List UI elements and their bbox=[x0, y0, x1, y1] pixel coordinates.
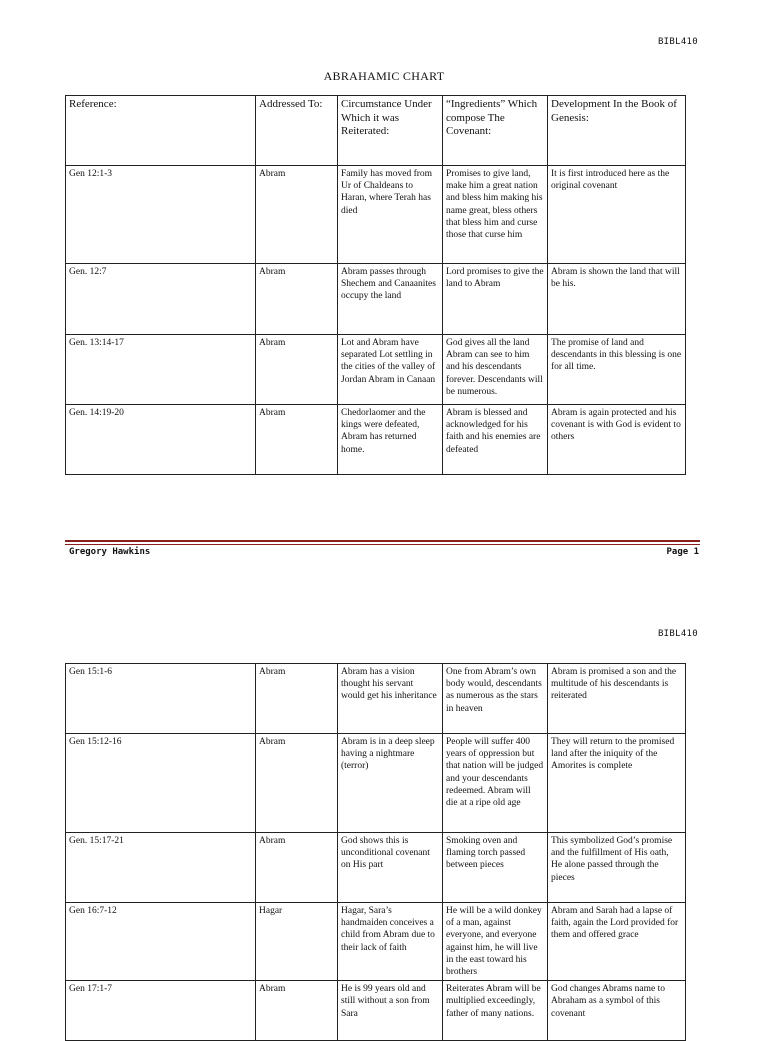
cell-development: Abram and Sarah had a lapse of faith, again the Lord provided for them and offered grace bbox=[548, 903, 686, 981]
table-row bbox=[66, 833, 686, 903]
cell-ingredients: Promises to give land, make him a great nation and bless him making his name great, bless others that bless him and curse those that curse him bbox=[443, 166, 548, 264]
cell-addressed-to: Abram bbox=[256, 734, 338, 833]
column-header-reference: Reference: bbox=[66, 96, 256, 166]
cell-circumstance: Abram has a vision thought his servant would get his inheritance bbox=[338, 664, 443, 734]
table-row bbox=[66, 166, 686, 264]
cell-ingredients: He will be a wild donkey of a man, against everyone, and everyone against him, he will live in the east toward his brothers bbox=[443, 903, 548, 981]
table-row bbox=[66, 664, 686, 734]
course-code: BIBL410 bbox=[657, 37, 698, 47]
table-row bbox=[66, 405, 686, 475]
cell-circumstance: Abram passes through Shechem and Canaanites occupy the land bbox=[338, 264, 443, 335]
cell-circumstance: Abram is in a deep sleep having a nightmare (terror) bbox=[338, 734, 443, 833]
cell-reference: Gen. 12:7 bbox=[66, 264, 256, 335]
footer-author: Gregory Hawkins bbox=[69, 547, 151, 557]
column-header-ingredients: “Ingredients” Which compose The Covenant: bbox=[443, 96, 548, 166]
cell-addressed-to: Abram bbox=[256, 981, 338, 1041]
abrahamic-chart-table-continued bbox=[65, 663, 686, 1041]
cell-addressed-to: Abram bbox=[256, 833, 338, 903]
cell-development: Abram is again protected and his covenant is with God is evident to others bbox=[548, 405, 686, 475]
table-row bbox=[66, 734, 686, 833]
cell-ingredients: Reiterates Abram will be multiplied exceedingly, father of many nations. bbox=[443, 981, 548, 1041]
cell-development: It is first introduced here as the original covenant bbox=[548, 166, 686, 264]
cell-addressed-to: Abram bbox=[256, 664, 338, 734]
column-header-addressed-to: Addressed To: bbox=[256, 96, 338, 166]
cell-development: Abram is shown the land that will be his. bbox=[548, 264, 686, 335]
cell-ingredients: Smoking oven and flaming torch passed between pieces bbox=[443, 833, 548, 903]
cell-reference: Gen 16:7-12 bbox=[66, 903, 256, 981]
cell-reference: Gen. 13:14-17 bbox=[66, 335, 256, 405]
cell-addressed-to: Abram bbox=[256, 335, 338, 405]
cell-ingredients: Lord promises to give the land to Abram bbox=[443, 264, 548, 335]
footer-page-number: Page 1 bbox=[666, 547, 699, 557]
column-header-circumstance: Circumstance Under Which it was Reiterated: bbox=[338, 96, 443, 166]
cell-development: They will return to the promised land after the iniquity of the Amorites is complete bbox=[548, 734, 686, 833]
table-row bbox=[66, 981, 686, 1041]
cell-circumstance: He is 99 years old and still without a son from Sara bbox=[338, 981, 443, 1041]
table-header-row bbox=[66, 96, 686, 166]
page-footer bbox=[69, 547, 699, 557]
chart-title: ABRAHAMIC CHART bbox=[323, 69, 445, 83]
cell-reference: Gen. 15:17-21 bbox=[66, 833, 256, 903]
table-row bbox=[66, 335, 686, 405]
cell-ingredients: One from Abram’s own body would, descendants as numerous as the stars in heaven bbox=[443, 664, 548, 734]
cell-addressed-to: Hagar bbox=[256, 903, 338, 981]
cell-ingredients: God gives all the land Abram can see to him and his descendants forever. Descendants will be numerous. bbox=[443, 335, 548, 405]
cell-development: The promise of land and descendants in this blessing is one for all time. bbox=[548, 335, 686, 405]
footer-rule bbox=[65, 540, 700, 542]
cell-development: God changes Abrams name to Abraham as a symbol of this covenant bbox=[548, 981, 686, 1041]
cell-addressed-to: Abram bbox=[256, 166, 338, 264]
cell-development: This symbolized God’s promise and the fulfillment of His oath, He alone passed through the pieces bbox=[548, 833, 686, 903]
cell-reference: Gen 15:1-6 bbox=[66, 664, 256, 734]
cell-circumstance: God shows this is unconditional covenant on His part bbox=[338, 833, 443, 903]
cell-circumstance: Family has moved from Ur of Chaldeans to Haran, where Terah has died bbox=[338, 166, 443, 264]
footer-rule-thin bbox=[65, 544, 700, 545]
table-row bbox=[66, 264, 686, 335]
cell-development: Abram is promised a son and the multitude of his descendants is reiterated bbox=[548, 664, 686, 734]
cell-circumstance: Lot and Abram have separated Lot settling in the cities of the valley of Jordan Abram in Canaan bbox=[338, 335, 443, 405]
abrahamic-chart-table bbox=[65, 95, 686, 475]
cell-circumstance: Hagar, Sara’s handmaiden conceives a child from Abram due to their lack of faith bbox=[338, 903, 443, 981]
cell-reference: Gen 12:1-3 bbox=[66, 166, 256, 264]
cell-reference: Gen. 14:19-20 bbox=[66, 405, 256, 475]
cell-addressed-to: Abram bbox=[256, 264, 338, 335]
cell-circumstance: Chedorlaomer and the kings were defeated, Abram has returned home. bbox=[338, 405, 443, 475]
course-code-page-2: BIBL410 bbox=[657, 629, 698, 639]
cell-ingredients: People will suffer 400 years of oppression but that nation will be judged and your descendants redeemed. Abram will die at a ripe old age bbox=[443, 734, 548, 833]
cell-reference: Gen 15:12-16 bbox=[66, 734, 256, 833]
cell-ingredients: Abram is blessed and acknowledged for his faith and his enemies are defeated bbox=[443, 405, 548, 475]
cell-addressed-to: Abram bbox=[256, 405, 338, 475]
column-header-development: Development In the Book of Genesis: bbox=[548, 96, 686, 166]
cell-reference: Gen 17:1-7 bbox=[66, 981, 256, 1041]
table-row bbox=[66, 903, 686, 981]
